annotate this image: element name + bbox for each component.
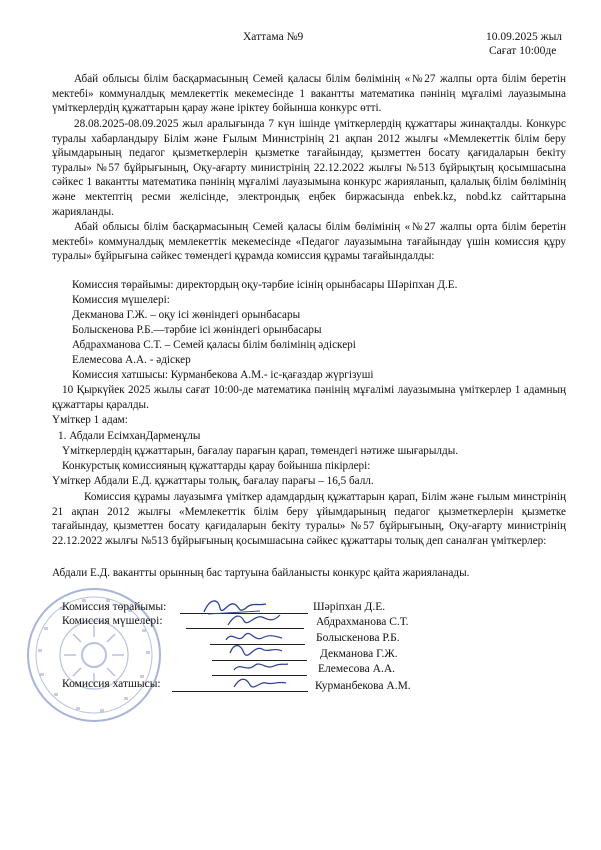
- sig-label-chair: Комиссия төрайымы:: [62, 601, 167, 613]
- commission-member: Абдрахманова С.Т. – Семей қаласы білім бөлімінің әдіскері: [72, 339, 356, 351]
- candidate-item: 1. Абдали ЕсімханДарменұлы: [58, 430, 201, 442]
- conclusion: Абдали Е.Д. вакантты орынның бас тартуына байланысты конкурс қайта жарияланады.: [52, 567, 470, 579]
- paragraph-decision: Комиссия құрамы лауазымға үміткер адамдардың құжаттарын қарап, Білім және ғылым минстрінің 21 ақпан 2012 жылғы «Мемлекеттік білім беру ұйымдарының педагог қызметкерлерін қызметке тағайындау, қызметтен босату қағидаларын бекіту туралы» №57 бұйрығының, Оқу-ағарту министрінің 22.12.2022 жылғы №513 бұйрығының қосымшасына сәйкес құжаттары толық деп саналған үміткерлер:: [52, 491, 566, 547]
- paragraph-review: 10 Қыркүйек 2025 жылы сағат 10:00-де математика пәнінің мұғалімі лауазымына үміткерлер 1 адамның құжаттары қаралды.: [52, 384, 566, 411]
- protocol-title: Хаттама №9: [243, 31, 304, 43]
- commission-secretary: Комиссия хатшысы: Курманбекова А.М.- іс-қағаздар жүргізуші: [72, 369, 374, 381]
- commission-chair: Комиссия төрайымы: директордың оқу-тәрбие ісінің орынбасары Шәріпхан Д.Е.: [72, 279, 458, 291]
- candidate-score: Үміткер Абдали Е.Д. құжаттары толық, бағалау парағы – 16,5 балл.: [52, 475, 374, 487]
- candidates-count: Үміткер 1 адам:: [52, 414, 128, 426]
- sig-name-secretary: Курманбекова А.М.: [315, 680, 411, 692]
- sig-label-members: Комиссия мүшелері:: [62, 615, 163, 627]
- commission-member: Декманова Г.Ж. – оқу ісі жөніндегі орынбасары: [72, 309, 301, 321]
- protocol-date: 10.09.2025 жыл: [486, 31, 563, 43]
- signature-secretary: [230, 673, 290, 695]
- paragraph-commission: Абай облысы білім басқармасының Семей қаласы білім бөлімінің «№27 жалпы орта білім беретін мектебі» коммуналдық мемлекеттік мекемесінде «Педагог лауазымына тағайындау үшін комиссия құру туралы» бұйрығына сәйкес төмендегі құрамда комиссия құрамы тағайындалды:: [52, 221, 566, 263]
- commission-member: Елемесова А.А. - әдіскер: [72, 354, 191, 366]
- commission-members-title: Комиссия мүшелері:: [72, 294, 170, 306]
- commission-opinions: Конкурстық комиссияның құжаттарды қарау бойынша пікірлері:: [62, 460, 371, 472]
- paragraph-collection: 28.08.2025-08.09.2025 жыл аралығында 7 күн ішінде үміткерлердің құжаттары жинақталды. Конкурс туралы хабарландыру Білім және Ғылым Министрінің 21 ақпан 2012 жылғы «Мемлекеттік білім беру ұйымдарының педагог қызметкерлерін қызметке тағайындау, қызметтен босату қағидаларын бекіту туралы» №57 бұйрығының, Оқу-ағарту министрінің 22.12.2022 жылғы №513 бұйрықтың қосымшасына сәйкес 1 вакантты математика пәнінің мұғалімі лауазымына конкурс жарияланып, қалалық білім бөлімінің және мектептің ресми желісінде, электрондық еңбек биржасында enbek.kz, nobd.kz сайттарына жарияланды.: [52, 118, 566, 218]
- sig-name-member: Декманова Г.Ж.: [320, 648, 398, 660]
- paragraph-intro: Абай облысы білім басқармасының Семей қаласы білім бөлімінің «№27 жалпы орта білім беретін мектебі» коммуналдық мемлекеттік мекемесінде 1 вакантты математика пәнінің мұғалімі лауазымына үміткерлердің құжаттарын қарау және іріктеу бойынша конкурс өтті.: [52, 73, 566, 115]
- sig-name-chair: Шәріпхан Д.Е.: [313, 601, 386, 613]
- review-result: Үміткерлердің құжаттарын, бағалау парағын қарап, төмендегі нәтиже шығарылды.: [62, 445, 459, 457]
- sig-name-member: Абдрахманова С.Т.: [316, 616, 409, 628]
- commission-member: Болыскенова Р.Б.—тәрбие ісі жөніндегі орынбасары: [72, 324, 322, 336]
- sig-name-member: Болыскенова Р.Б.: [316, 632, 400, 644]
- sig-name-member: Елемесова А.А.: [318, 663, 396, 675]
- protocol-time: Сағат 10:00де: [489, 45, 557, 57]
- sig-label-secretary: Комиссия хатшысы:: [62, 678, 161, 690]
